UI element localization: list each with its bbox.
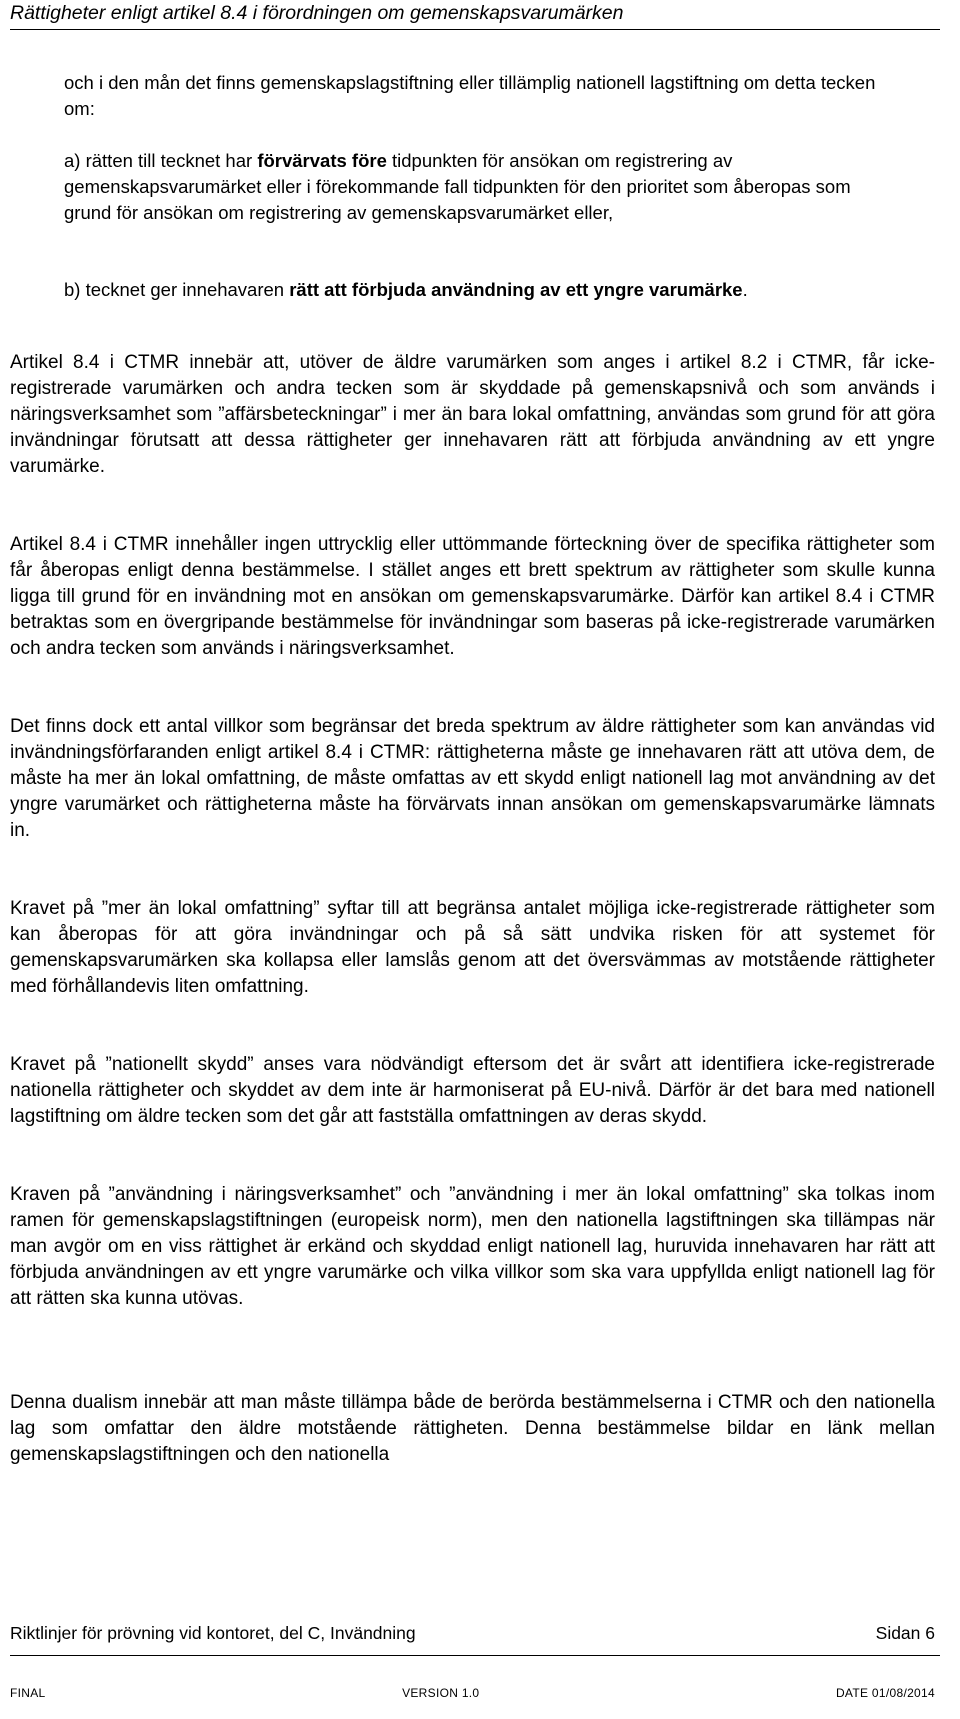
- quote-item-b-part2: .: [742, 279, 748, 300]
- paragraph-text: Denna dualism innebär att man måste tillämpa både de berörda bestämmelserna i CTMR och den nationella lag som omfattar den äldre motstående rättigheten. Denna bestämmelse bildar en länk mellan gemenskapslagstiftningen och den nationella: [10, 1392, 935, 1465]
- paragraph-text: Artikel 8.4 i CTMR innebär att, utöver de äldre varumärken som anges i artikel 8.2 i CTMR, får icke-registrerade varumärken och andra tecken som är skyddade på gemenskapsnivå och som används i näringsverksamhet som ”affärsbeteckningar” i mer än bara lokal omfattning, användas som grund för att göra invändningar förutsatt att dessa rättigheter ger innehavaren rätt att förbjuda användning av ett yngre varumärke.: [10, 352, 935, 477]
- paragraph-4: [10, 896, 935, 1000]
- footer-version: VERSION 1.0: [402, 1686, 480, 1700]
- quote-item-b: [64, 277, 894, 303]
- paragraph-6: [10, 1182, 935, 1312]
- paragraph-text: Kravet på ”mer än lokal omfattning” syftar till att begränsa antalet möjliga icke-registrerade rättigheter som kan åberopas för att göra invändningar och på så sätt undvika risken för att systemet för gemenskapsvarumärken ska kollapsa eller lamslås genom att det översvämmas av motstående rättigheter med förhållandevis liten omfattning.: [10, 898, 935, 997]
- paragraph-5: [10, 1052, 935, 1130]
- paragraph-7: [10, 1390, 935, 1468]
- quote-item-a-part2: tidpunkten för ansökan om registrering av gemenskapsvarumärket eller i förekommande fall tidpunkten för den prioritet som åberopas som grund för ansökan om registrering av gemenskapsvarumärket eller,: [64, 150, 851, 223]
- paragraph-2: [10, 532, 935, 662]
- footer-divider: [10, 1655, 940, 1656]
- quote-intro: och i den mån det finns gemenskapslagstiftning eller tillämplig nationell lagstiftning om detta tecken om:: [64, 72, 876, 119]
- footer-status: FINAL: [10, 1686, 46, 1700]
- quote-item-a-part1: a) rätten till tecknet har: [64, 150, 258, 171]
- quote-item-a: [64, 148, 894, 226]
- footer-date: DATE 01/08/2014: [835, 1686, 935, 1700]
- quote-item-b-bold: rätt att förbjuda användning av ett yngre varumärke: [289, 279, 743, 300]
- paragraph-text: Artikel 8.4 i CTMR innehåller ingen uttrycklig eller uttömmande förteckning över de specifika rättigheter som får åberopas enligt denna bestämmelse. I stället anges ett brett spektrum av rättigheter som skulle kunna ligga till grund för en invändning mot en ansökan om gemenskapsvarumärke. Därför kan artikel 8.4 i CTMR betraktas som en övergripande bestämmelse för invändningar som baseras på icke-registrerade varumärken och andra tecken som används i näringsverksamhet.: [10, 534, 935, 659]
- header-title: Rättigheter enligt artikel 8.4 i förordningen om gemenskapsvarumärken: [10, 2, 624, 24]
- paragraph-text: Kravet på ”nationellt skydd” anses vara nödvändigt eftersom det är svårt att identifiera icke-registrerade nationella rättigheter och skyddet av dem inte är harmoniserat på EU-nivå. Därför är det bara med nationell lagstiftning om äldre tecken som det går att fastställa omfattningen av deras skydd.: [10, 1054, 935, 1127]
- page-footer: [10, 1623, 935, 1644]
- paragraph-1: [10, 350, 935, 480]
- paragraph-3: [10, 714, 935, 844]
- footer-guideline: Riktlinjer för prövning vid kontoret, del C, Invändning: [10, 1623, 416, 1643]
- quote-item-a-bold: förvärvats före: [257, 150, 387, 171]
- page-header: [10, 0, 940, 30]
- quote-item-b-part1: b) tecknet ger innehavaren: [64, 279, 290, 300]
- paragraph-text: Det finns dock ett antal villkor som begränsar det breda spektrum av äldre rättigheter som kan användas vid invändningsförfaranden enligt artikel 8.4 i CTMR: rättigheterna måste ge innehavaren rätt att utöva dem, de måste ha mer än lokal omfattning, de måste omfattas av ett skydd enligt nationell lag mot användning av det yngre varumärket och rättigheterna måste ha förvärvats innan ansökan om gemenskapsvarumärke lämnats in.: [10, 716, 935, 841]
- footer-page-number: Sidan 6: [875, 1623, 935, 1643]
- paragraph-text: Kraven på ”användning i näringsverksamhet” och ”användning i mer än lokal omfattning” ska tolkas inom ramen för gemenskapslagstiftningen (europeisk norm), men den nationella lagstiftningen ska tillämpas när man avgör om en viss rättighet är erkänd och skyddad enligt nationell lag, huruvida innehavaren har rätt att förbjuda användningen av ett yngre varumärke och vilka villkor som ska vara uppfyllda enligt nationell lag för att rätten ska kunna utövas.: [10, 1184, 935, 1309]
- footer-meta: [10, 1686, 935, 1700]
